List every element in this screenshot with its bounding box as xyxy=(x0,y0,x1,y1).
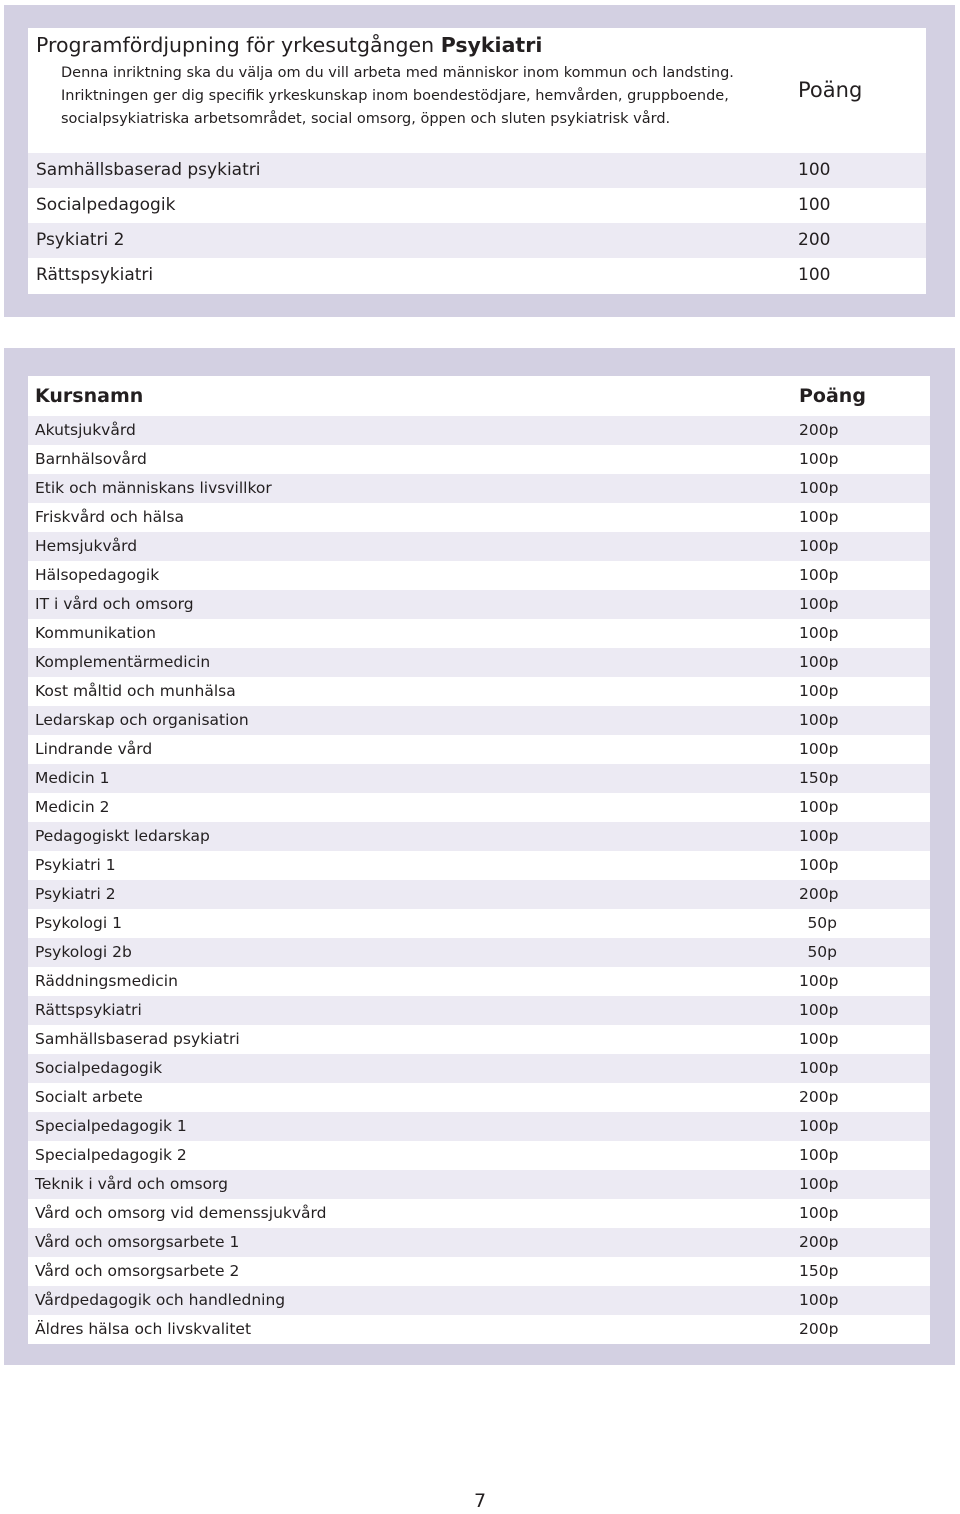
table-course-points: 100p xyxy=(799,595,839,613)
table-course-name: Samhällsbaserad psykiatri xyxy=(35,1030,240,1048)
table-course-points: 100p xyxy=(799,740,839,758)
table-course-points: 100p xyxy=(799,711,839,729)
course-points: 100 xyxy=(798,160,831,180)
table-course-points: 100p xyxy=(799,566,839,584)
table-row xyxy=(28,851,930,880)
table-course-points: 50p xyxy=(807,914,837,932)
table-course-points: 100p xyxy=(799,1175,839,1193)
table-course-name: Socialt arbete xyxy=(35,1088,143,1106)
course-table xyxy=(28,376,930,1344)
table-course-name: Specialpedagogik 2 xyxy=(35,1146,187,1164)
course-name: Samhällsbaserad psykiatri xyxy=(36,160,261,180)
table-course-points: 100p xyxy=(799,856,839,874)
table-row xyxy=(28,909,930,938)
table-course-points: 100p xyxy=(799,508,839,526)
table-row xyxy=(28,1083,930,1112)
table-row xyxy=(28,938,930,967)
table-course-points: 100p xyxy=(799,1001,839,1019)
table-course-name: Psykologi 2b xyxy=(35,943,132,961)
table-course-name: Lindrande vård xyxy=(35,740,153,758)
course-name: Socialpedagogik xyxy=(36,195,176,215)
table-course-name: Kommunikation xyxy=(35,624,156,642)
table-course-name: Akutsjukvård xyxy=(35,421,136,439)
table-row xyxy=(28,996,930,1025)
table-course-name: Hemsjukvård xyxy=(35,537,138,555)
table-course-points: 200p xyxy=(799,1320,839,1338)
section-title-bold: Psykiatri xyxy=(440,33,543,57)
table-row xyxy=(28,1199,930,1228)
table-course-points: 100p xyxy=(799,827,839,845)
table-row xyxy=(28,590,930,619)
table-course-name: Teknik i vård och omsorg xyxy=(35,1175,228,1193)
table-row xyxy=(28,706,930,735)
table-row xyxy=(28,1112,930,1141)
table-course-name: Ledarskap och organisation xyxy=(35,711,249,729)
section-description: Denna inriktning ska du välja om du vill arbeta med människor inom kommun och landsting. Inriktningen ger dig specifik yrkeskunskap inom boendestödjare, hemvården, gruppboende, socialpsykiatriska arbetsområdet, social omsorg, öppen och sluten psykiatrisk vård. xyxy=(61,65,734,127)
table-course-points: 100p xyxy=(799,1059,839,1077)
course-name: Rättspsykiatri xyxy=(36,265,154,285)
table-row xyxy=(28,677,930,706)
table-row xyxy=(28,1286,930,1315)
page-number: 7 xyxy=(473,1490,487,1512)
table-course-name: Vårdpedagogik och handledning xyxy=(35,1291,286,1309)
table-course-points: 100p xyxy=(799,1117,839,1135)
table-row xyxy=(28,474,930,503)
table-course-points: 200p xyxy=(799,1088,839,1106)
table-row xyxy=(28,1141,930,1170)
table-course-name: Vård och omsorg vid demenssjukvård xyxy=(35,1204,327,1222)
specialization-panel xyxy=(28,28,926,294)
table-course-name: Barnhälsovård xyxy=(35,450,147,468)
table-course-points: 100p xyxy=(799,682,839,700)
specialization-course-row xyxy=(28,188,926,223)
table-row xyxy=(28,1054,930,1083)
table-row xyxy=(28,445,930,474)
table-course-name: Kost måltid och munhälsa xyxy=(35,682,236,700)
table-row xyxy=(28,648,930,677)
table-row xyxy=(28,561,930,590)
course-points: 200 xyxy=(798,230,831,250)
specialization-course-row xyxy=(28,258,926,293)
table-row xyxy=(28,1257,930,1286)
table-row xyxy=(28,764,930,793)
table-row xyxy=(28,822,930,851)
table-course-name: Komplementärmedicin xyxy=(35,653,211,671)
table-course-name: Psykiatri 1 xyxy=(35,856,116,874)
table-course-name: Medicin 2 xyxy=(35,798,110,816)
course-table-header xyxy=(28,376,930,416)
course-name: Psykiatri 2 xyxy=(36,230,125,250)
table-row xyxy=(28,503,930,532)
section-title xyxy=(36,33,542,57)
table-row xyxy=(28,735,930,764)
table-course-name: Pedagogiskt ledarskap xyxy=(35,827,210,845)
table-row xyxy=(28,532,930,561)
table-course-points: 100p xyxy=(799,653,839,671)
header-course-name: Kursnamn xyxy=(35,385,144,407)
table-course-name: Psykiatri 2 xyxy=(35,885,116,903)
table-course-points: 100p xyxy=(799,450,839,468)
table-row xyxy=(28,793,930,822)
table-course-points: 200p xyxy=(799,421,839,439)
table-course-points: 100p xyxy=(799,479,839,497)
course-points: 100 xyxy=(798,265,831,285)
table-course-name: Socialpedagogik xyxy=(35,1059,163,1077)
table-row xyxy=(28,1228,930,1257)
table-course-name: Äldres hälsa och livskvalitet xyxy=(35,1320,252,1338)
table-course-points: 100p xyxy=(799,1291,839,1309)
table-row xyxy=(28,967,930,996)
table-course-points: 150p xyxy=(799,1262,839,1280)
section-title-prefix: Programfördjupning för yrkesutgången xyxy=(36,33,441,57)
table-course-name: Hälsopedagogik xyxy=(35,566,160,584)
table-course-name: Specialpedagogik 1 xyxy=(35,1117,187,1135)
table-course-points: 100p xyxy=(799,1146,839,1164)
table-row xyxy=(28,880,930,909)
points-column-header: Poäng xyxy=(798,78,863,102)
table-course-name: IT i vård och omsorg xyxy=(35,595,194,613)
table-course-points: 100p xyxy=(799,1204,839,1222)
table-row xyxy=(28,619,930,648)
table-course-points: 100p xyxy=(799,798,839,816)
header-points: Poäng xyxy=(799,385,866,407)
specialization-course-row xyxy=(28,153,926,188)
table-row xyxy=(28,1025,930,1054)
table-course-name: Friskvård och hälsa xyxy=(35,508,185,526)
table-course-name: Psykologi 1 xyxy=(35,914,122,932)
table-course-name: Medicin 1 xyxy=(35,769,110,787)
course-points: 100 xyxy=(798,195,831,215)
table-course-points: 100p xyxy=(799,1030,839,1048)
table-row xyxy=(28,416,930,445)
table-course-name: Räddningsmedicin xyxy=(35,972,178,990)
table-row xyxy=(28,1315,930,1344)
table-row xyxy=(28,1170,930,1199)
table-course-points: 200p xyxy=(799,1233,839,1251)
table-course-points: 50p xyxy=(807,943,837,961)
specialization-course-row xyxy=(28,223,926,258)
table-course-points: 200p xyxy=(799,885,839,903)
table-course-name: Rättspsykiatri xyxy=(35,1001,142,1019)
table-course-name: Etik och människans livsvillkor xyxy=(35,479,272,497)
table-course-name: Vård och omsorgsarbete 1 xyxy=(35,1233,240,1251)
table-course-points: 100p xyxy=(799,537,839,555)
table-course-points: 100p xyxy=(799,972,839,990)
table-course-points: 150p xyxy=(799,769,839,787)
table-course-points: 100p xyxy=(799,624,839,642)
table-course-name: Vård och omsorgsarbete 2 xyxy=(35,1262,240,1280)
